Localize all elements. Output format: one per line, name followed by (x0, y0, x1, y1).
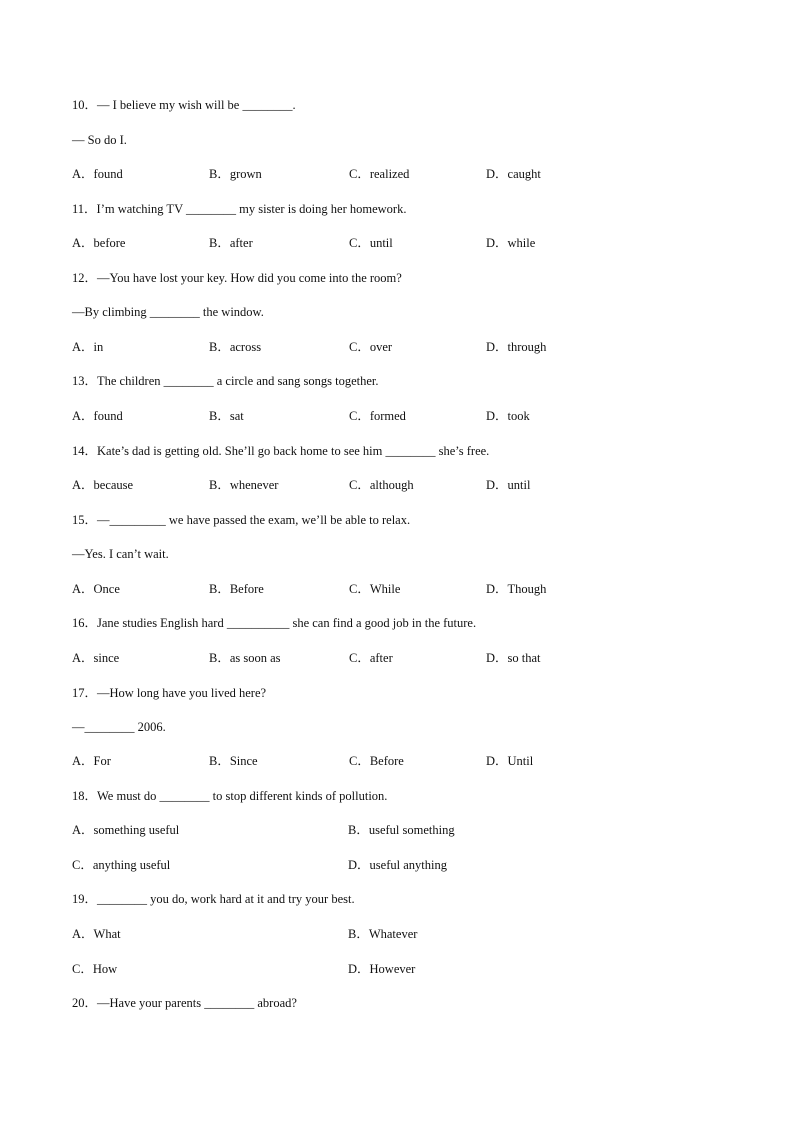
question-18-options-cd (72, 857, 722, 873)
option-c: C．Before (349, 754, 404, 768)
option-d: D．took (486, 409, 530, 423)
option-b: B．grown (209, 167, 262, 181)
option-d: D．caught (486, 167, 541, 181)
question-16-options (72, 650, 722, 666)
option-c: C．after (349, 651, 393, 665)
option-c: C．While (349, 582, 401, 596)
option-b: B．useful something (348, 823, 455, 837)
option-a: A．before (72, 236, 126, 250)
option-c: C．until (349, 236, 393, 250)
option-b: B．Whatever (348, 927, 418, 941)
option-d: D．However (348, 962, 416, 976)
option-a: A．since (72, 651, 120, 665)
option-a: A．What (72, 927, 121, 941)
question-17-options (72, 753, 722, 769)
option-a: A．found (72, 409, 123, 423)
option-a: A．Once (72, 582, 120, 596)
question-19-stem: 19．________ you do, work hard at it and try your best. (72, 892, 355, 906)
question-12-reply: —By climbing ________ the window. (72, 305, 264, 319)
option-a: A．something useful (72, 823, 180, 837)
option-b: B．after (209, 236, 253, 250)
question-15-stem: 15．—_________ we have passed the exam, we’ll be able to relax. (72, 513, 411, 527)
option-c: C．How (72, 962, 118, 976)
option-b: B．Before (209, 582, 264, 596)
question-15-reply: —Yes. I can’t wait. (72, 547, 169, 561)
question-11-stem: 11．I’m watching TV ________ my sister is doing her homework. (72, 202, 407, 216)
question-13-stem: 13．The children ________ a circle and sang songs together. (72, 374, 379, 388)
option-b: B．as soon as (209, 651, 281, 665)
option-d: D．while (486, 236, 536, 250)
option-c: C．over (349, 340, 393, 354)
question-10-stem: 10．— I believe my wish will be ________. (72, 98, 296, 112)
question-16-stem: 16．Jane studies English hard __________ she can find a good job in the future. (72, 616, 477, 630)
option-b: B．Since (209, 754, 258, 768)
question-15-options (72, 581, 722, 597)
option-c: C．formed (349, 409, 406, 423)
question-14-options (72, 477, 722, 493)
question-11-options (72, 235, 722, 251)
option-c: C．realized (349, 167, 410, 181)
question-20-stem: 20．—Have your parents ________ abroad? (72, 996, 297, 1010)
option-c: C．anything useful (72, 858, 171, 872)
option-d: D．through (486, 340, 547, 354)
question-17-stem: 17．—How long have you lived here? (72, 686, 267, 700)
option-d: D．until (486, 478, 531, 492)
option-c: C．although (349, 478, 414, 492)
question-10-options (72, 166, 722, 182)
question-18-stem: 18．We must do ________ to stop different kinds of pollution. (72, 789, 388, 803)
question-19-options-ab (72, 926, 722, 942)
option-b: B．sat (209, 409, 244, 423)
option-d: D．useful anything (348, 858, 447, 872)
question-18-options-ab (72, 822, 722, 838)
question-17-reply: —________ 2006. (72, 720, 166, 734)
question-12-stem: 12．—You have lost your key. How did you come into the room? (72, 271, 402, 285)
option-d: D．Though (486, 582, 547, 596)
question-13-options (72, 408, 722, 424)
question-12-options (72, 339, 722, 355)
option-a: A．found (72, 167, 123, 181)
option-d: D．so that (486, 651, 541, 665)
question-14-stem: 14．Kate’s dad is getting old. She’ll go back home to see him ________ she’s free. (72, 444, 490, 458)
option-a: A．because (72, 478, 134, 492)
option-b: B．whenever (209, 478, 279, 492)
option-a: A．in (72, 340, 104, 354)
question-10-reply: — So do I. (72, 133, 127, 147)
option-a: A．For (72, 754, 111, 768)
option-b: B．across (209, 340, 262, 354)
option-d: D．Until (486, 754, 534, 768)
question-19-options-cd (72, 961, 722, 977)
